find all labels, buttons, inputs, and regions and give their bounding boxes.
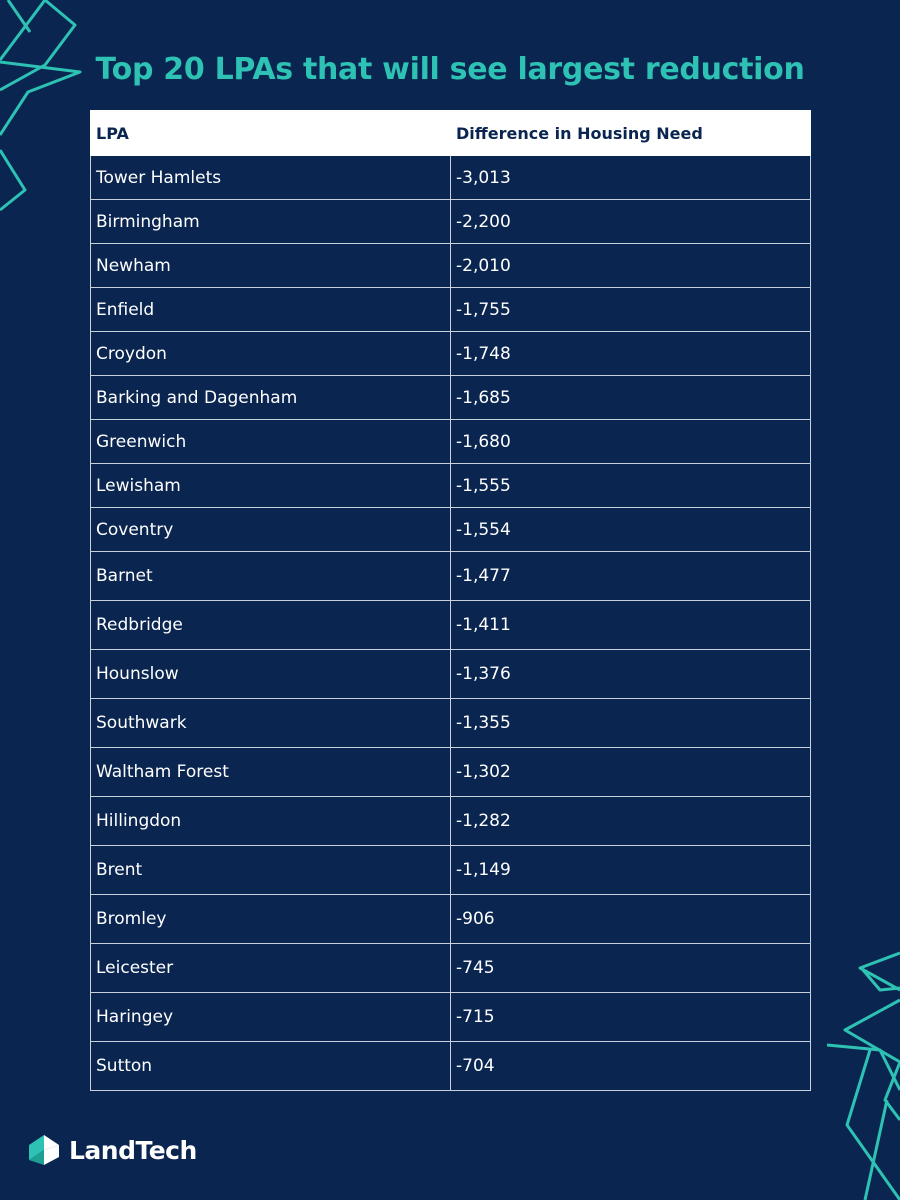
- difference-cell: -1,755: [451, 288, 811, 332]
- lpa-cell: Birmingham: [91, 200, 451, 244]
- table-row: [91, 332, 811, 376]
- table-row: [91, 376, 811, 420]
- table-row: [91, 200, 811, 244]
- logo-wordmark: LandTech: [69, 1135, 197, 1165]
- difference-cell: -2,010: [451, 244, 811, 288]
- lpa-cell: Barnet: [91, 552, 451, 601]
- lpa-cell: Coventry: [91, 508, 451, 552]
- decorative-lines-bottom-right: [825, 950, 900, 1200]
- difference-cell: -704: [451, 1042, 811, 1091]
- chart-title: Top 20 LPAs that will see largest reduction: [95, 52, 805, 87]
- table-row: [91, 944, 811, 993]
- table-row: [91, 1042, 811, 1091]
- lpa-cell: Enfield: [91, 288, 451, 332]
- lpa-cell: Waltham Forest: [91, 748, 451, 797]
- table-row: [91, 464, 811, 508]
- difference-cell: -2,200: [451, 200, 811, 244]
- table-row: [91, 288, 811, 332]
- table-row: [91, 846, 811, 895]
- difference-cell: -1,748: [451, 332, 811, 376]
- lpa-cell: Southwark: [91, 699, 451, 748]
- lpa-cell: Brent: [91, 846, 451, 895]
- difference-cell: -745: [451, 944, 811, 993]
- lpa-cell: Bromley: [91, 895, 451, 944]
- column-header-lpa: LPA: [91, 111, 451, 156]
- difference-cell: -1,555: [451, 464, 811, 508]
- table-row: [91, 601, 811, 650]
- table-row: [91, 156, 811, 200]
- lpa-cell: Redbridge: [91, 601, 451, 650]
- lpa-cell: Barking and Dagenham: [91, 376, 451, 420]
- lpa-cell: Sutton: [91, 1042, 451, 1091]
- difference-cell: -3,013: [451, 156, 811, 200]
- lpa-cell: Tower Hamlets: [91, 156, 451, 200]
- difference-cell: -1,355: [451, 699, 811, 748]
- difference-cell: -1,149: [451, 846, 811, 895]
- lpa-cell: Newham: [91, 244, 451, 288]
- difference-cell: -1,685: [451, 376, 811, 420]
- table-row: [91, 244, 811, 288]
- difference-cell: -1,302: [451, 748, 811, 797]
- landtech-logo: [27, 1133, 197, 1167]
- table-header-row: [91, 111, 811, 156]
- table-row: [91, 699, 811, 748]
- table-row: [91, 797, 811, 846]
- difference-cell: -1,376: [451, 650, 811, 699]
- table-row: [91, 993, 811, 1042]
- lpa-cell: Haringey: [91, 993, 451, 1042]
- lpa-cell: Lewisham: [91, 464, 451, 508]
- table-row: [91, 748, 811, 797]
- decorative-lines-top-left: [0, 0, 90, 220]
- difference-cell: -906: [451, 895, 811, 944]
- difference-cell: -1,411: [451, 601, 811, 650]
- table-row: [91, 895, 811, 944]
- table-row: [91, 552, 811, 601]
- table-row: [91, 508, 811, 552]
- column-header-difference: Difference in Housing Need: [451, 111, 811, 156]
- lpa-cell: Croydon: [91, 332, 451, 376]
- table-row: [91, 650, 811, 699]
- difference-cell: -715: [451, 993, 811, 1042]
- difference-cell: -1,477: [451, 552, 811, 601]
- difference-cell: -1,282: [451, 797, 811, 846]
- lpa-cell: Hounslow: [91, 650, 451, 699]
- difference-cell: -1,554: [451, 508, 811, 552]
- lpa-cell: Hillingdon: [91, 797, 451, 846]
- difference-cell: -1,680: [451, 420, 811, 464]
- landtech-logo-icon: [27, 1133, 61, 1167]
- lpa-cell: Leicester: [91, 944, 451, 993]
- lpa-cell: Greenwich: [91, 420, 451, 464]
- lpa-table: [90, 110, 811, 1091]
- table-row: [91, 420, 811, 464]
